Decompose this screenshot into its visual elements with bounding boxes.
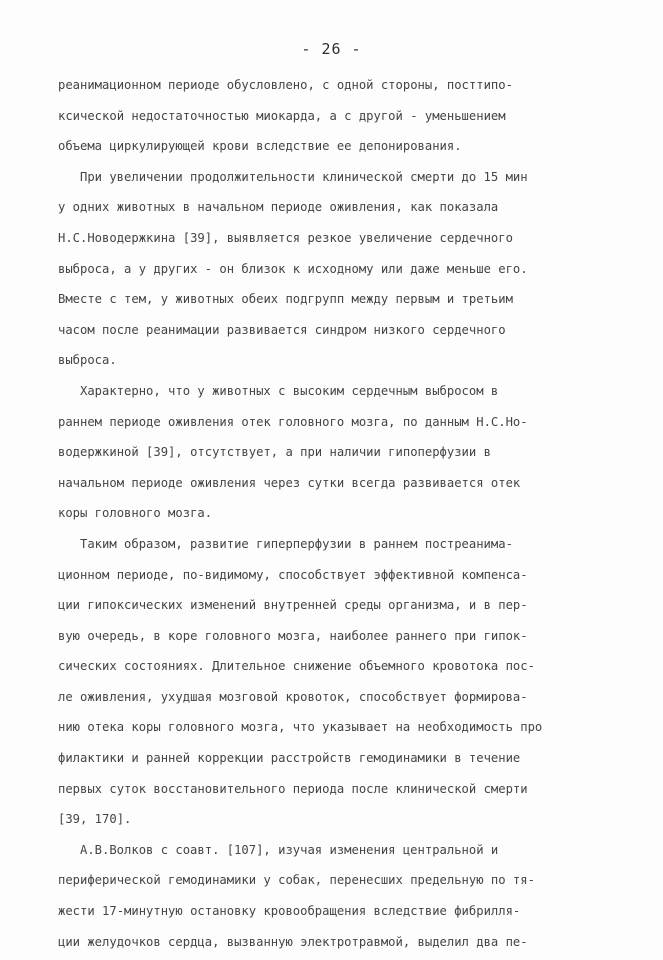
text-line: Вместе с тем, у животных обеих подгрупп между первым и третьим [58,292,513,307]
text-line: При увеличении продолжительности клинической смерти до 15 мин [80,169,528,184]
text-line: Таким образом, развитие гиперперфузии в раннем постреанима- [80,536,513,551]
paragraph-2 [58,162,618,376]
text-line: начальном периоде оживления через сутки всегда развивается отек [58,475,521,490]
text-line: объема циркулирующей крови вследствие ее депонирования. [58,139,462,154]
text-line: жести 17-минутную остановку кровообращения вследствие фибрилля- [58,904,521,919]
text-line: Н.С.Новодержкина [39], выявляется резкое увеличение сердечного [58,230,513,245]
text-line: ции гипоксических изменений внутренней среды организма, и в пер- [58,598,528,613]
text-line: [39, 170]. [58,812,132,827]
text-line: филактики и ранней коррекции расстройств гемодинамики в течение [58,751,521,766]
paragraph-4 [58,529,618,835]
text-line: сических состояниях. Длительное снижение объемного кровотока пос- [58,659,535,674]
body-text [58,70,618,957]
text-line: часом после реанимации развивается синдром низкого сердечного [58,322,506,337]
page-number: - 26 - [301,40,362,58]
text-line: у одних животных в начальном периоде оживления, как показала [58,200,499,215]
text-line: нию отека коры головного мозга, что указывает на необходимость про [58,720,543,735]
text-line: ле оживления, ухудшая мозговой кровоток, способствует формирова- [58,689,528,704]
paragraph-3 [58,376,618,529]
text-line: А.В.Волков с соавт. [107], изучая изменения центральной и [80,842,499,857]
text-line: периферической гемодинамики у собак, перенесших предельную по тя- [58,873,535,888]
text-line: Характерно, что у животных с высоким сердечным выбросом в [80,383,499,398]
paragraph-5 [58,835,618,957]
text-line: коры головного мозга. [58,506,213,521]
text-line: выброса, а у других - он близок к исходному или даже меньше его. [58,261,528,276]
paragraph-1 [58,70,618,162]
text-line: раннем периоде оживления отек головного мозга, по данным Н.С.Но- [58,414,528,429]
text-line: ционном периоде, по-видимому, способствует эффективной компенса- [58,567,528,582]
text-line: ксической недостаточностью миокарда, а с другой - уменьшением [58,108,506,123]
text-line: реанимационном периоде обусловлено, с одной стороны, посттипо- [58,78,513,92]
text-line: первых суток восстановительного периода после клинической смерти [58,781,528,796]
text-line: выброса. [58,353,117,368]
text-line: водержкиной [39], отсутствует, а при наличии гипоперфузии в [58,445,491,460]
text-line: вую очередь, в коре головного мозга, наиболее раннего при гипок- [58,628,528,643]
text-line: ции желудочков сердца, вызванную электротравмой, выделил два пе- [58,934,528,949]
